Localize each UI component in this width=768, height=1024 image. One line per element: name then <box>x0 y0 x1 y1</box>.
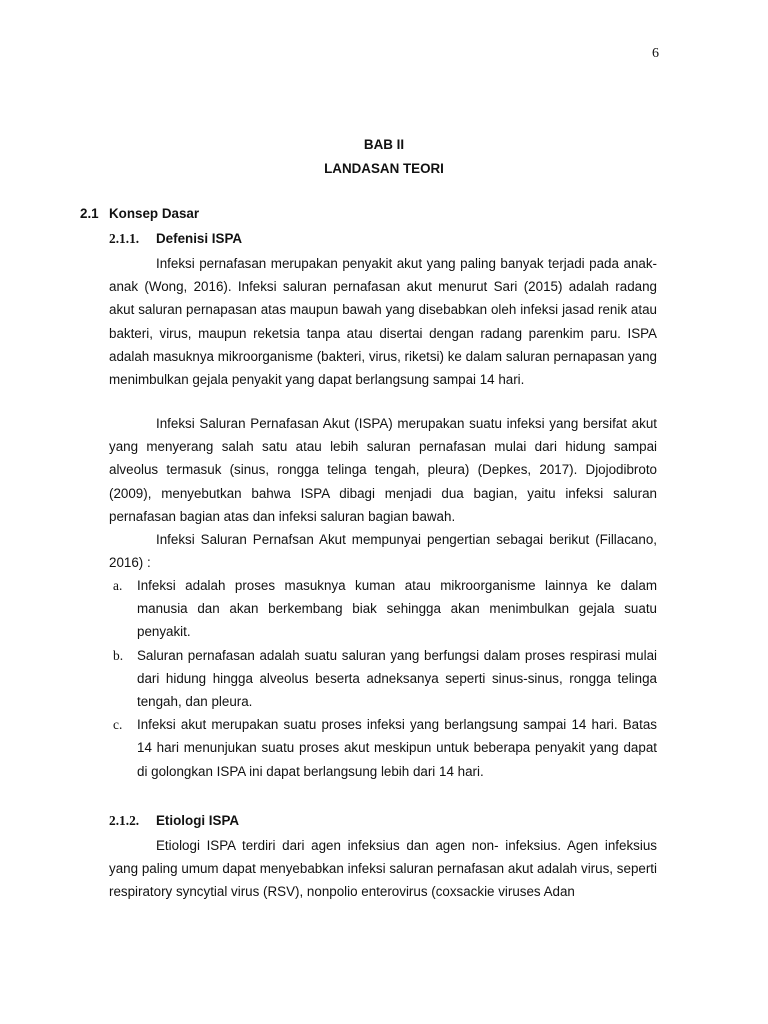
definition-list <box>109 574 657 783</box>
subsection-1-title: Defenisi ISPA <box>156 231 243 246</box>
subsection-heading-1 <box>109 231 242 247</box>
list-item-marker: a. <box>113 578 123 593</box>
section-number: 2.1 <box>80 206 99 221</box>
paragraph-definition-1: Infeksi pernafasan merupakan penyakit akut yang paling banyak terjadi pada anak-anak (Wong, 2016). Infeksi saluran pernafasan akut menurut Sari (2015) adalah radang akut saluran pernapasan atas maupun bawah yang disebabkan oleh infeksi jasad renik atau bakteri, virus, maupun reketsia tanpa atau disertai dengan radang parenkim paru. ISPA adalah masuknya mikroorganisme (bakteri, virus, riketsi) ke dalam saluran pernapasan yang menimbulkan gejala penyakit yang dapat berlangsung sampai 14 hari. <box>109 256 657 388</box>
list-item-text: Infeksi adalah proses masuknya kuman atau mikroorganisme lainnya ke dalam manusia dan akan berkembang biak sehingga akan menimbulkan gejala suatu penyakit. <box>137 578 657 640</box>
subsection-2-title: Etiologi ISPA <box>156 813 240 828</box>
page-number: 6 <box>652 46 659 61</box>
subsection-heading-2 <box>109 813 239 829</box>
chapter-number: BAB II <box>363 137 405 152</box>
paragraph-etiology-1: Etiologi ISPA terdiri dari agen infeksius dan agen non- infeksius. Agen infeksius yang paling umum dapat menyebabkan infeksi saluran pernafasan akut adalah virus, seperti respiratory syncytial virus (RSV), nonpolio enterovirus (coxsackie viruses Adan <box>109 838 657 900</box>
list-item-text: Saluran pernafasan adalah suatu saluran yang berfungsi dalam proses respirasi mulai dari hidung hingga alveolus beserta adneksanya seperti sinus-sinus, rongga telinga tengah, dan pleura. <box>137 647 657 710</box>
list-item <box>109 713 657 783</box>
paragraph-definition-2: Infeksi Saluran Pernafasan Akut (ISPA) merupakan suatu infeksi yang bersifat akut yang menyerang salah satu atau lebih saluran pernafasan mulai dari hidung sampai alveolus termasuk (sinus, rongga telinga tengah, pleura) (Depkes, 2017). Djojodibroto (2009), menyebutkan bahwa ISPA dibagi menjadi dua bagian, yaitu infeksi saluran pernafasan bagian atas dan infeksi saluran bagian bawah. <box>109 416 657 524</box>
paragraph-definition-3: Infeksi Saluran Pernafsan Akut mempunyai pengertian sebagai berikut (Fillacano, 2016) : <box>109 532 657 571</box>
list-item <box>109 574 657 644</box>
list-item <box>109 644 657 714</box>
subsection-1-number: 2.1.1. <box>109 231 140 246</box>
list-item-marker: b. <box>113 647 124 663</box>
list-item-text: Infeksi akut merupakan suatu proses infeksi yang berlangsung sampai 14 hari. Batas 14 hari menunjukan suatu proses akut meskipun untuk beberapa penyakit yang dapat di golongkan ISPA ini dapat berlangsung lebih dari 14 hari. <box>137 717 657 779</box>
list-item-marker: c. <box>113 717 123 733</box>
subsection-2-number: 2.1.2. <box>109 813 140 828</box>
section-title: Konsep Dasar <box>109 206 200 221</box>
chapter-title: LANDASAN TEORI <box>324 161 444 176</box>
section-heading <box>80 206 199 221</box>
